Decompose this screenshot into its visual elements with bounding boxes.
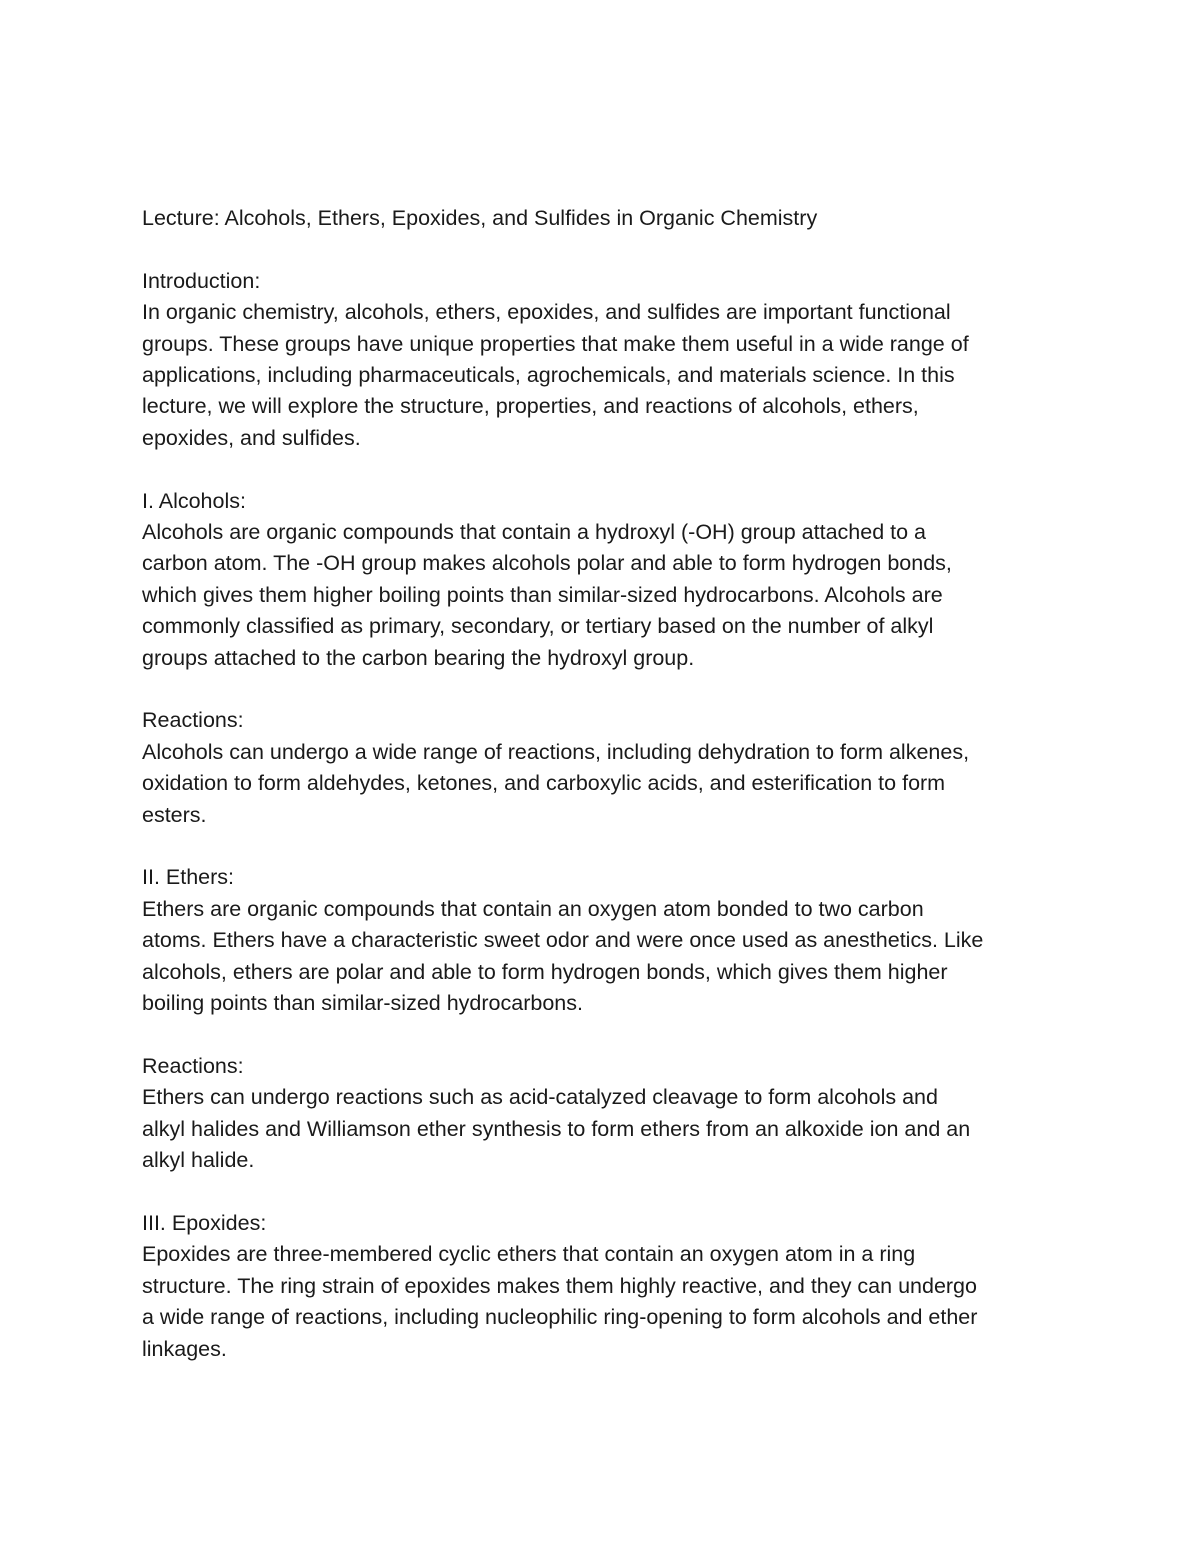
paragraph-line: Epoxides are three-membered cyclic ethers that contain an oxygen atom in a ring	[142, 1242, 916, 1267]
section-ethers	[142, 862, 1072, 1019]
section-heading: Introduction:	[142, 268, 261, 293]
paragraph-line: a wide range of reactions, including nucleophilic ring-opening to form alcohols and ether	[142, 1305, 978, 1330]
section-heading: I. Alcohols:	[142, 488, 246, 513]
section-alcohols	[142, 486, 1072, 674]
spacer	[142, 234, 1072, 265]
paragraph-line: groups. These groups have unique properties that make them useful in a wide range of	[142, 331, 969, 356]
section-ether-reactions	[142, 1051, 1072, 1177]
spacer	[142, 1020, 1072, 1051]
spacer	[142, 454, 1072, 485]
paragraph-line: commonly classified as primary, secondary, or tertiary based on the number of alkyl	[142, 614, 934, 639]
paragraph-line: applications, including pharmaceuticals, agrochemicals, and materials science. In this	[142, 363, 955, 388]
paragraph-line: lecture, we will explore the structure, properties, and reactions of alcohols, ethers,	[142, 394, 919, 419]
document-page	[142, 203, 1072, 1365]
paragraph-line: carbon atom. The -OH group makes alcohols polar and able to form hydrogen bonds,	[142, 551, 952, 576]
paragraph-line: boiling points than similar-sized hydrocarbons.	[142, 991, 583, 1016]
paragraph-line: which gives them higher boiling points than similar-sized hydrocarbons. Alcohols are	[142, 582, 943, 607]
spacer	[142, 831, 1072, 862]
paragraph-line: structure. The ring strain of epoxides makes them highly reactive, and they can undergo	[142, 1273, 977, 1298]
section-alcohol-reactions	[142, 705, 1072, 831]
paragraph-line: oxidation to form aldehydes, ketones, and carboxylic acids, and esterification to form	[142, 771, 946, 796]
section-heading: II. Ethers:	[142, 865, 235, 890]
paragraph-line: In organic chemistry, alcohols, ethers, epoxides, and sulfides are important functional	[142, 300, 951, 325]
spacer	[142, 1177, 1072, 1208]
paragraph-line: Alcohols can undergo a wide range of reactions, including dehydration to form alkenes,	[142, 739, 970, 764]
paragraph-line: Ethers can undergo reactions such as acid-catalyzed cleavage to form alcohols and	[142, 1085, 938, 1110]
paragraph-line: esters.	[142, 802, 207, 827]
section-paragraph	[142, 894, 1072, 1020]
paragraph-line: alkyl halide.	[142, 1148, 255, 1173]
section-heading: Reactions:	[142, 708, 244, 733]
section-heading: Reactions:	[142, 1053, 244, 1078]
paragraph-line: alcohols, ethers are polar and able to form hydrogen bonds, which gives them higher	[142, 959, 948, 984]
paragraph-line: Alcohols are organic compounds that contain a hydroxyl (-OH) group attached to a	[142, 520, 926, 545]
spacer	[142, 674, 1072, 705]
document-title: Lecture: Alcohols, Ethers, Epoxides, and Sulfides in Organic Chemistry	[142, 206, 818, 230]
paragraph-line: alkyl halides and Williamson ether synthesis to form ethers from an alkoxide ion and an	[142, 1116, 971, 1141]
section-introduction	[142, 266, 1072, 454]
section-paragraph	[142, 297, 1072, 454]
paragraph-line: groups attached to the carbon bearing the hydroxyl group.	[142, 645, 695, 670]
section-heading: III. Epoxides:	[142, 1210, 267, 1235]
section-paragraph	[142, 517, 1072, 674]
section-paragraph	[142, 737, 1072, 831]
paragraph-line: linkages.	[142, 1336, 227, 1361]
paragraph-line: epoxides, and sulfides.	[142, 425, 361, 450]
paragraph-line: atoms. Ethers have a characteristic sweet odor and were once used as anesthetics. Like	[142, 928, 984, 953]
section-epoxides	[142, 1208, 1072, 1365]
section-paragraph	[142, 1082, 1072, 1176]
paragraph-line: Ethers are organic compounds that contain an oxygen atom bonded to two carbon	[142, 896, 924, 921]
section-paragraph	[142, 1239, 1072, 1365]
